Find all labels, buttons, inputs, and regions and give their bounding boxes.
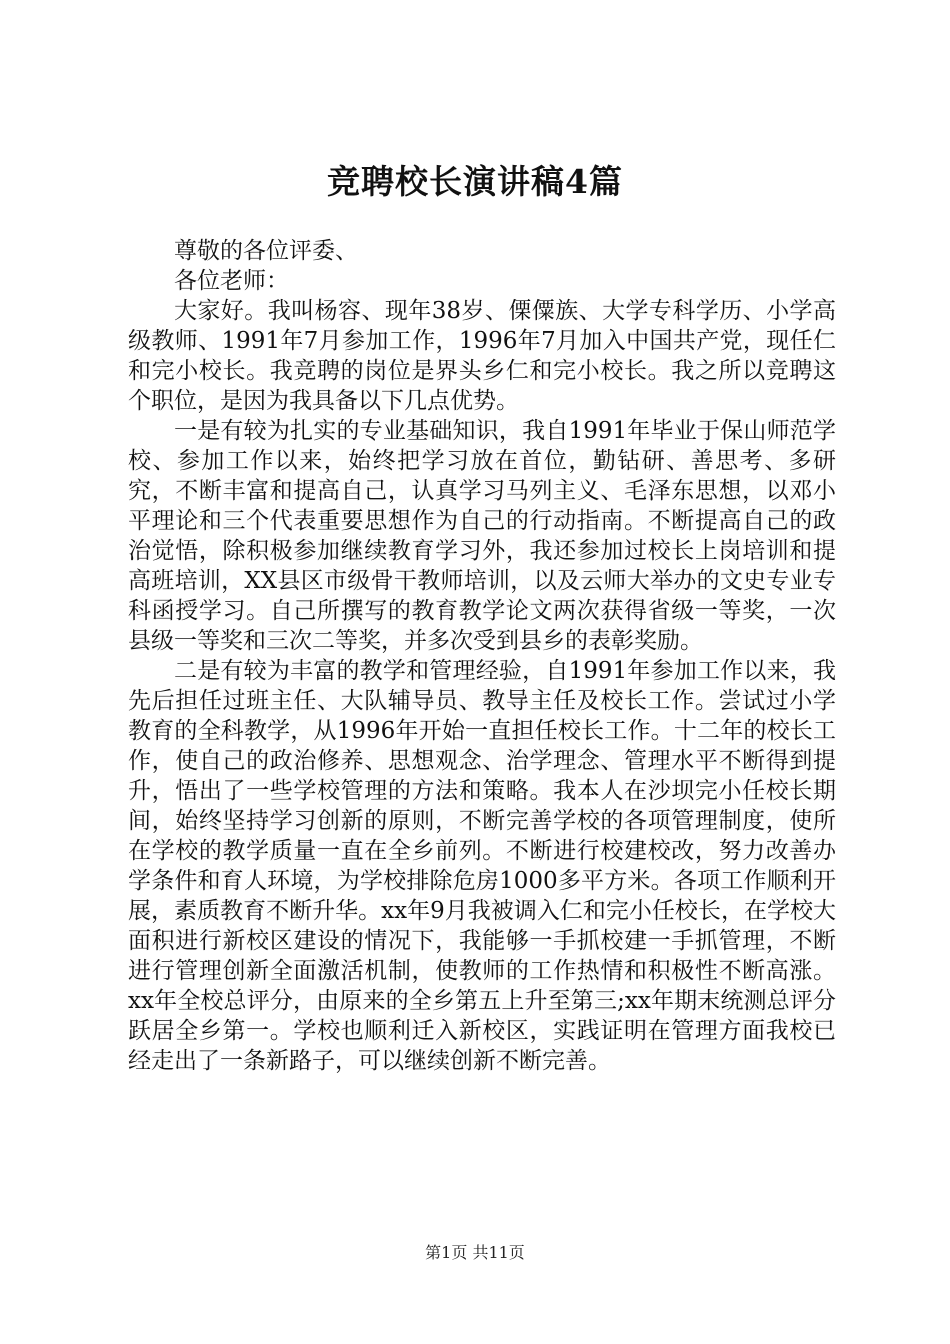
document-title: 竞聘校长演讲稿4篇 [327,162,623,201]
paragraph-advantage-two: 二是有较为丰富的教学和管理经验，自1991年参加工作以来，我先后担任过班主任、大队辅导员、教导主任及校长工作。尝试过小学教育的全科教学，从1996年开始一直担任校长工作。十二年的校长工作，使自己的政治修养、思想观念、治学理念、管理水平不断得到提升，悟出了一些学校管理的方法和策略。我本人在沙坝完小任校长期间，始终坚持学习创新的原则，不断完善学校的各项管理制度，使所在学校的教学质量一直在全乡前列。不断进行校建校改，努力改善办学条件和育人环境，为学校排除危房1000多平方米。各项工作顺利开展，素质教育不断升华。xx年9月我被调入仁和完小任校长，在学校大面积进行新校区建设的情况下，我能够一手抓校建一手抓管理，不断进行管理创新全面激活机制，使教师的工作热情和积极性不断高涨。xx年全校总评分，由原来的全乡第五上升至第三;xx年期末统测总评分跃居全乡第一。学校也顺利迁入新校区，实践证明在管理方面我校已经走出了一条新路子，可以继续创新不断完善。 [128,658,836,1074]
salutation-line-2: 各位老师： [174,268,289,294]
page-footer: 第1页 共11页 [425,1243,525,1262]
salutation-line-1: 尊敬的各位评委、 [174,238,358,264]
paragraph-introduction: 大家好。我叫杨容、现年38岁、傈僳族、大学专科学历、小学高级教师、1991年7月参加工作，1996年7月加入中国共产党，现任仁和完小校长。我竞聘的岗位是界头乡仁和完小校长。我之所以竞聘这个职位，是因为我具备以下几点优势。 [128,298,836,414]
paragraph-advantage-one: 一是有较为扎实的专业基础知识，我自1991年毕业于保山师范学校、参加工作以来，始终把学习放在首位，勤钻研、善思考、多研究，不断丰富和提高自己，认真学习马列主义、毛泽东思想，以邓小平理论和三个代表重要思想作为自己的行动指南。不断提高自己的政治觉悟，除积极参加继续教育学习外，我还参加过校长上岗培训和提高班培训，XX县区市级骨干教师培训，以及云师大举办的文史专业专科函授学习。自己所撰写的教育教学论文两次获得省级一等奖，一次县级一等奖和三次二等奖，并多次受到县乡的表彰奖励。 [128,418,836,654]
document-body [128,236,836,1076]
